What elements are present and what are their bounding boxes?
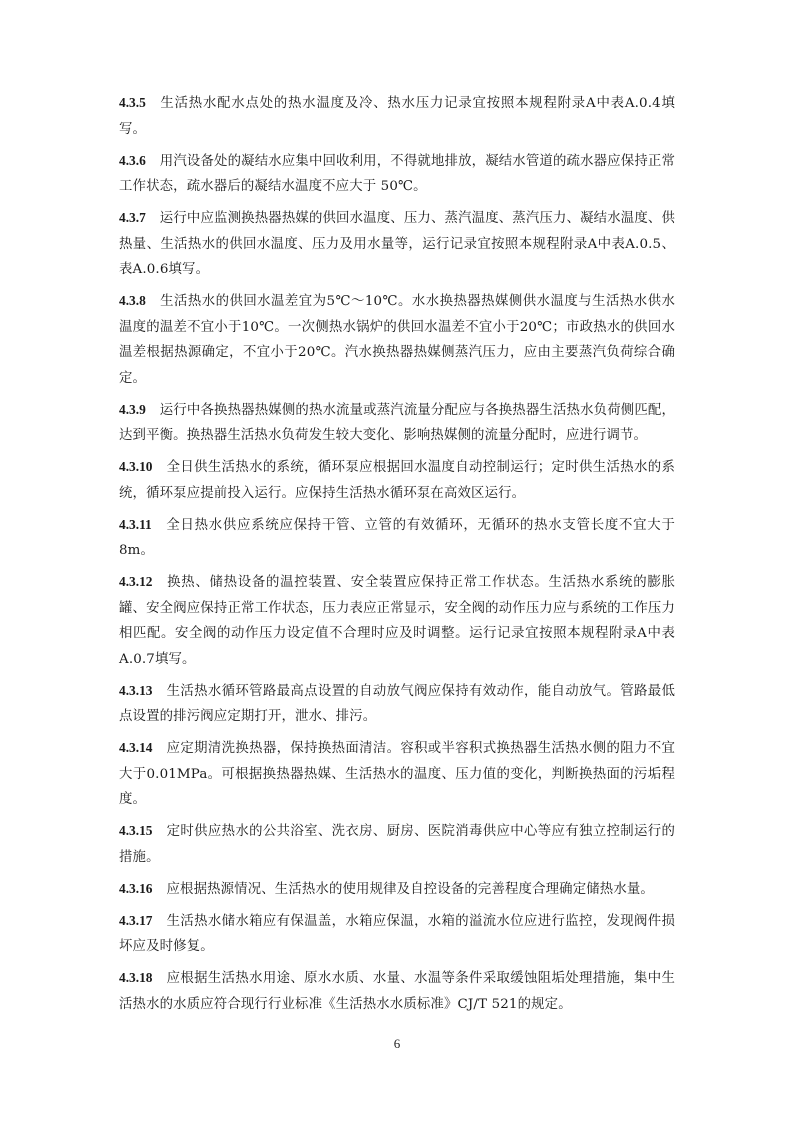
clause-number: 4.3.12 (119, 574, 153, 589)
clause-4-3-7 (119, 205, 675, 283)
clause-text: 生活热水配水点处的热水温度及冷、热水压力记录宜按照本规程附录A中表A.0.4填写。 (119, 96, 675, 137)
clause-text: 应根据生活热水用途、原水水质、水量、水温等条件采取缓蚀阻垢处理措施，集中生活热水的水质应符合现行行业标准《生活热水水质标准》CJ/T 521的规定。 (119, 971, 675, 1012)
clause-4-3-5 (119, 90, 675, 142)
document-body (119, 90, 675, 1023)
clause-4-3-16 (119, 876, 675, 903)
clause-number: 4.3.6 (119, 152, 146, 168)
clause-4-3-18 (119, 965, 675, 1017)
clause-number: 4.3.13 (119, 682, 153, 698)
clause-4-3-11 (119, 512, 675, 564)
clause-text: 生活热水储水箱应有保温盖，水箱应保温，水箱的溢流水位应进行监控，发现阀件损坏应及时修复。 (119, 913, 675, 954)
clause-number: 4.3.18 (119, 970, 153, 985)
clause-text: 运行中各换热器热媒侧的热水流量或蒸汽流量分配应与各换热器生活热水负荷侧匹配，达到平衡。换热器生活热水负荷发生较大变化、影响热媒侧的流量分配时，应进行调节。 (119, 402, 675, 443)
clause-number: 4.3.10 (119, 459, 153, 474)
clause-4-3-12 (119, 569, 675, 672)
clause-text: 用汽设备处的凝结水应集中回收利用，不得就地排放，凝结水管道的疏水器应保持正常工作状态，疏水器后的凝结水温度不应大于 50℃。 (119, 153, 675, 194)
clause-4-3-17 (119, 908, 675, 960)
clause-4-3-10 (119, 454, 675, 506)
clause-number: 4.3.14 (119, 740, 153, 755)
clause-text: 运行中应监测换热器热媒的供回水温度、压力、蒸汽温度、蒸汽压力、凝结水温度、供热量、生活热水的供回水温度、压力及用水量等，运行记录宜按照本规程附录A中表A.0.5、表A.0.6填写。 (119, 211, 675, 277)
clause-number: 4.3.11 (119, 516, 152, 532)
clause-4-3-15 (119, 818, 675, 870)
clause-number: 4.3.15 (119, 823, 153, 838)
clause-4-3-14 (119, 735, 675, 813)
page-number: 6 (393, 1036, 401, 1051)
clause-number: 4.3.7 (119, 210, 146, 225)
clause-4-3-8 (119, 288, 675, 391)
clause-number: 4.3.16 (119, 880, 153, 896)
clause-text: 生活热水循环管路最高点设置的自动放气阀应保持有效动作，能自动放气。管路最低点设置的排污阀应定期打开，泄水、排污。 (119, 683, 675, 724)
clause-text: 定时供应热水的公共浴室、洗衣房、厨房、医院消毒供应中心等应有独立控制运行的措施。 (119, 824, 675, 865)
clause-text: 应定期清洗换热器，保持换热面清洁。容积或半容积式换热器生活热水侧的阻力不宜大于0.01MPa。可根据换热器热媒、生活热水的温度、压力值的变化，判断换热面的污垢程度。 (119, 741, 675, 807)
clause-number: 4.3.9 (119, 401, 146, 417)
clause-4-3-13 (119, 678, 675, 730)
clause-4-3-6 (119, 148, 675, 200)
clause-number: 4.3.17 (119, 912, 153, 928)
clause-text: 应根据热源情况、生活热水的使用规律及自控设备的完善程度合理确定储热水量。 (166, 881, 654, 897)
clause-text: 全日供生活热水的系统，循环泵应根据回水温度自动控制运行；定时供生活热水的系统，循环泵应提前投入运行。应保持生活热水循环泵在高效区运行。 (119, 460, 675, 501)
clause-4-3-9 (119, 397, 675, 449)
clause-number: 4.3.5 (119, 95, 146, 110)
clause-text: 生活热水的供回水温差宜为5℃～10℃。水水换热器热媒侧供水温度与生活热水供水温度的温差不宜小于10℃。一次侧热水锅炉的供回水温差不宜小于20℃；市政热水的供回水温差根据热源确定，不宜小于20℃。汽水换热器热媒侧蒸汽压力，应由主要蒸汽负荷综合确定。 (119, 294, 675, 386)
clause-text: 全日热水供应系统应保持干管、立管的有效循环，无循环的热水支管长度不宜大于8m。 (119, 517, 675, 558)
clause-text: 换热、储热设备的温控装置、安全装置应保持正常工作状态。生活热水系统的膨胀罐、安全阀应保持正常工作状态，压力表应正常显示，安全阀的动作压力应与系统的工作压力相匹配。安全阀的动作压力设定值不合理时应及时调整。运行记录宜按照本规程附录A中表A.0.7填写。 (119, 575, 675, 667)
clause-number: 4.3.8 (119, 293, 146, 308)
